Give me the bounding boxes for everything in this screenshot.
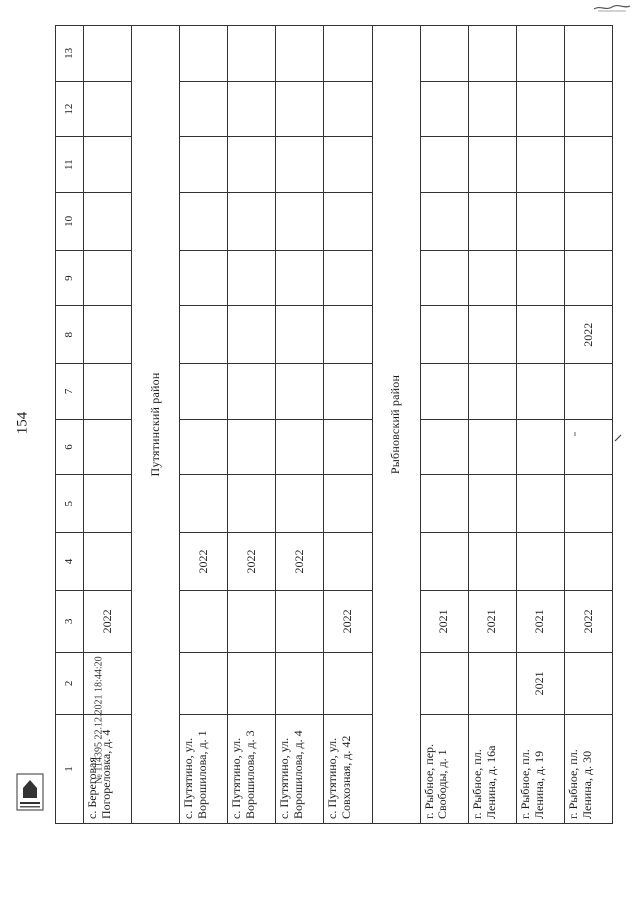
year-cell (324, 364, 372, 420)
year-cell (516, 306, 564, 364)
year-cell (324, 137, 372, 193)
year-cell (420, 306, 468, 364)
year-cell (228, 26, 276, 82)
year-cell (180, 475, 228, 533)
year-cell (83, 250, 131, 306)
year-cell (420, 193, 468, 251)
section-title: Путятинский район (132, 26, 180, 824)
table-header-row (56, 26, 84, 824)
year-cell (83, 533, 131, 591)
year-cell (228, 590, 276, 652)
year-cell (180, 193, 228, 251)
year-cell (516, 475, 564, 533)
year-cell (516, 250, 564, 306)
year-cell (276, 137, 324, 193)
year-cell (228, 419, 276, 475)
year-cell (180, 306, 228, 364)
tick-mark (572, 426, 582, 436)
year-cell (276, 306, 324, 364)
table-row (276, 26, 324, 824)
column-header: 9 (56, 250, 84, 306)
year-cell (324, 306, 372, 364)
year-cell (468, 81, 516, 137)
table-row (516, 26, 564, 824)
year-cell (516, 26, 564, 82)
column-header: 1 (56, 714, 84, 823)
address-cell: г. Рыбное, пер. Свободы, д. 1 (420, 714, 468, 823)
year-cell (83, 137, 131, 193)
year-cell: 2022 (324, 590, 372, 652)
year-cell (180, 652, 228, 714)
year-cell (564, 475, 612, 533)
table-row (180, 26, 228, 824)
year-cell (564, 137, 612, 193)
year-cell (324, 533, 372, 591)
page-number: 154 (14, 411, 31, 435)
document-id-stamp: № 114395 22.12.2021 18:44:20 (93, 656, 105, 784)
year-cell (420, 533, 468, 591)
year-cell: 2021 (516, 590, 564, 652)
year-cell (564, 652, 612, 714)
year-cell (228, 652, 276, 714)
section-row (132, 26, 180, 824)
year-cell (420, 81, 468, 137)
year-cell (180, 26, 228, 82)
column-header: 13 (56, 26, 84, 82)
year-cell (564, 533, 612, 591)
year-cell: 2021 (516, 652, 564, 714)
address-cell: г. Рыбное, пл. Ленина, д. 19 (516, 714, 564, 823)
tick-mark (613, 430, 623, 440)
year-cell: 2022 (564, 590, 612, 652)
column-header: 12 (56, 81, 84, 137)
year-cell (180, 81, 228, 137)
year-cell (468, 193, 516, 251)
year-cell (324, 652, 372, 714)
address-cell: с. Береговая Погореловка, д. 4 (83, 714, 131, 823)
year-cell: 2022 (276, 533, 324, 591)
year-cell (516, 137, 564, 193)
column-header: 4 (56, 533, 84, 591)
column-header: 3 (56, 590, 84, 652)
year-cell (420, 475, 468, 533)
section-row (372, 26, 420, 824)
year-cell (83, 475, 131, 533)
year-cell (468, 533, 516, 591)
year-cell (180, 590, 228, 652)
year-cell (564, 364, 612, 420)
year-cell (516, 419, 564, 475)
year-cell (468, 652, 516, 714)
year-cell (420, 137, 468, 193)
corner-scan-artifact (592, 0, 632, 10)
year-cell (180, 250, 228, 306)
year-cell (324, 250, 372, 306)
year-cell (516, 364, 564, 420)
year-cell (276, 419, 324, 475)
year-cell (564, 26, 612, 82)
year-cell (276, 193, 324, 251)
year-cell (228, 193, 276, 251)
year-cell: 2022 (228, 533, 276, 591)
address-cell: с. Путятино, ул. Ворошилова, д. 1 (180, 714, 228, 823)
year-cell (420, 26, 468, 82)
year-cell: 2022 (83, 590, 131, 652)
year-cell (468, 475, 516, 533)
year-cell: 2022 (180, 533, 228, 591)
year-cell (228, 81, 276, 137)
year-cell (420, 419, 468, 475)
year-cell (468, 419, 516, 475)
column-header: 7 (56, 364, 84, 420)
year-cell (516, 81, 564, 137)
address-cell: с. Путятино, ул. Ворошилова, д. 3 (228, 714, 276, 823)
year-cell (468, 137, 516, 193)
year-cell (420, 250, 468, 306)
year-cell (228, 475, 276, 533)
year-cell (276, 81, 324, 137)
address-cell: с. Путятино, ул. Совхозная, д. 42 (324, 714, 372, 823)
year-cell: 2021 (468, 590, 516, 652)
year-cell (180, 364, 228, 420)
year-cell (228, 364, 276, 420)
year-cell (564, 250, 612, 306)
year-cell (468, 250, 516, 306)
column-header: 10 (56, 193, 84, 251)
column-header: 5 (56, 475, 84, 533)
year-cell (324, 475, 372, 533)
year-cell (468, 364, 516, 420)
data-table (55, 25, 613, 824)
year-cell (564, 193, 612, 251)
table-row (324, 26, 372, 824)
table-container (55, 25, 613, 824)
year-cell (83, 364, 131, 420)
year-cell (468, 306, 516, 364)
year-cell (420, 652, 468, 714)
year-cell (228, 137, 276, 193)
year-cell (276, 475, 324, 533)
year-cell (324, 419, 372, 475)
year-cell (420, 364, 468, 420)
year-cell (83, 419, 131, 475)
column-header: 2 (56, 652, 84, 714)
year-cell (228, 306, 276, 364)
year-cell (83, 81, 131, 137)
column-header: 6 (56, 419, 84, 475)
year-cell (276, 364, 324, 420)
table-row (228, 26, 276, 824)
address-cell: с. Путятино, ул. Ворошилова, д. 4 (276, 714, 324, 823)
year-cell (83, 306, 131, 364)
year-cell (276, 250, 324, 306)
column-header: 8 (56, 306, 84, 364)
year-cell (516, 533, 564, 591)
notary-logo-icon (14, 768, 46, 816)
year-cell (228, 250, 276, 306)
table-row (420, 26, 468, 824)
year-cell (564, 81, 612, 137)
year-cell (180, 137, 228, 193)
year-cell (324, 26, 372, 82)
year-cell (83, 26, 131, 82)
year-cell (180, 419, 228, 475)
section-title: Рыбновский район (372, 26, 420, 824)
address-cell: г. Рыбное, пл. Ленина, д. 16а (468, 714, 516, 823)
year-cell (468, 26, 516, 82)
year-cell (276, 652, 324, 714)
table-row (468, 26, 516, 824)
column-header: 11 (56, 137, 84, 193)
year-cell (276, 590, 324, 652)
year-cell (324, 193, 372, 251)
year-cell (83, 193, 131, 251)
year-cell (516, 193, 564, 251)
year-cell: 2022 (564, 306, 612, 364)
year-cell: 2021 (420, 590, 468, 652)
table-row (564, 26, 612, 824)
year-cell (324, 81, 372, 137)
address-cell: г. Рыбное, пл. Ленина, д. 30 (564, 714, 612, 823)
year-cell (276, 26, 324, 82)
